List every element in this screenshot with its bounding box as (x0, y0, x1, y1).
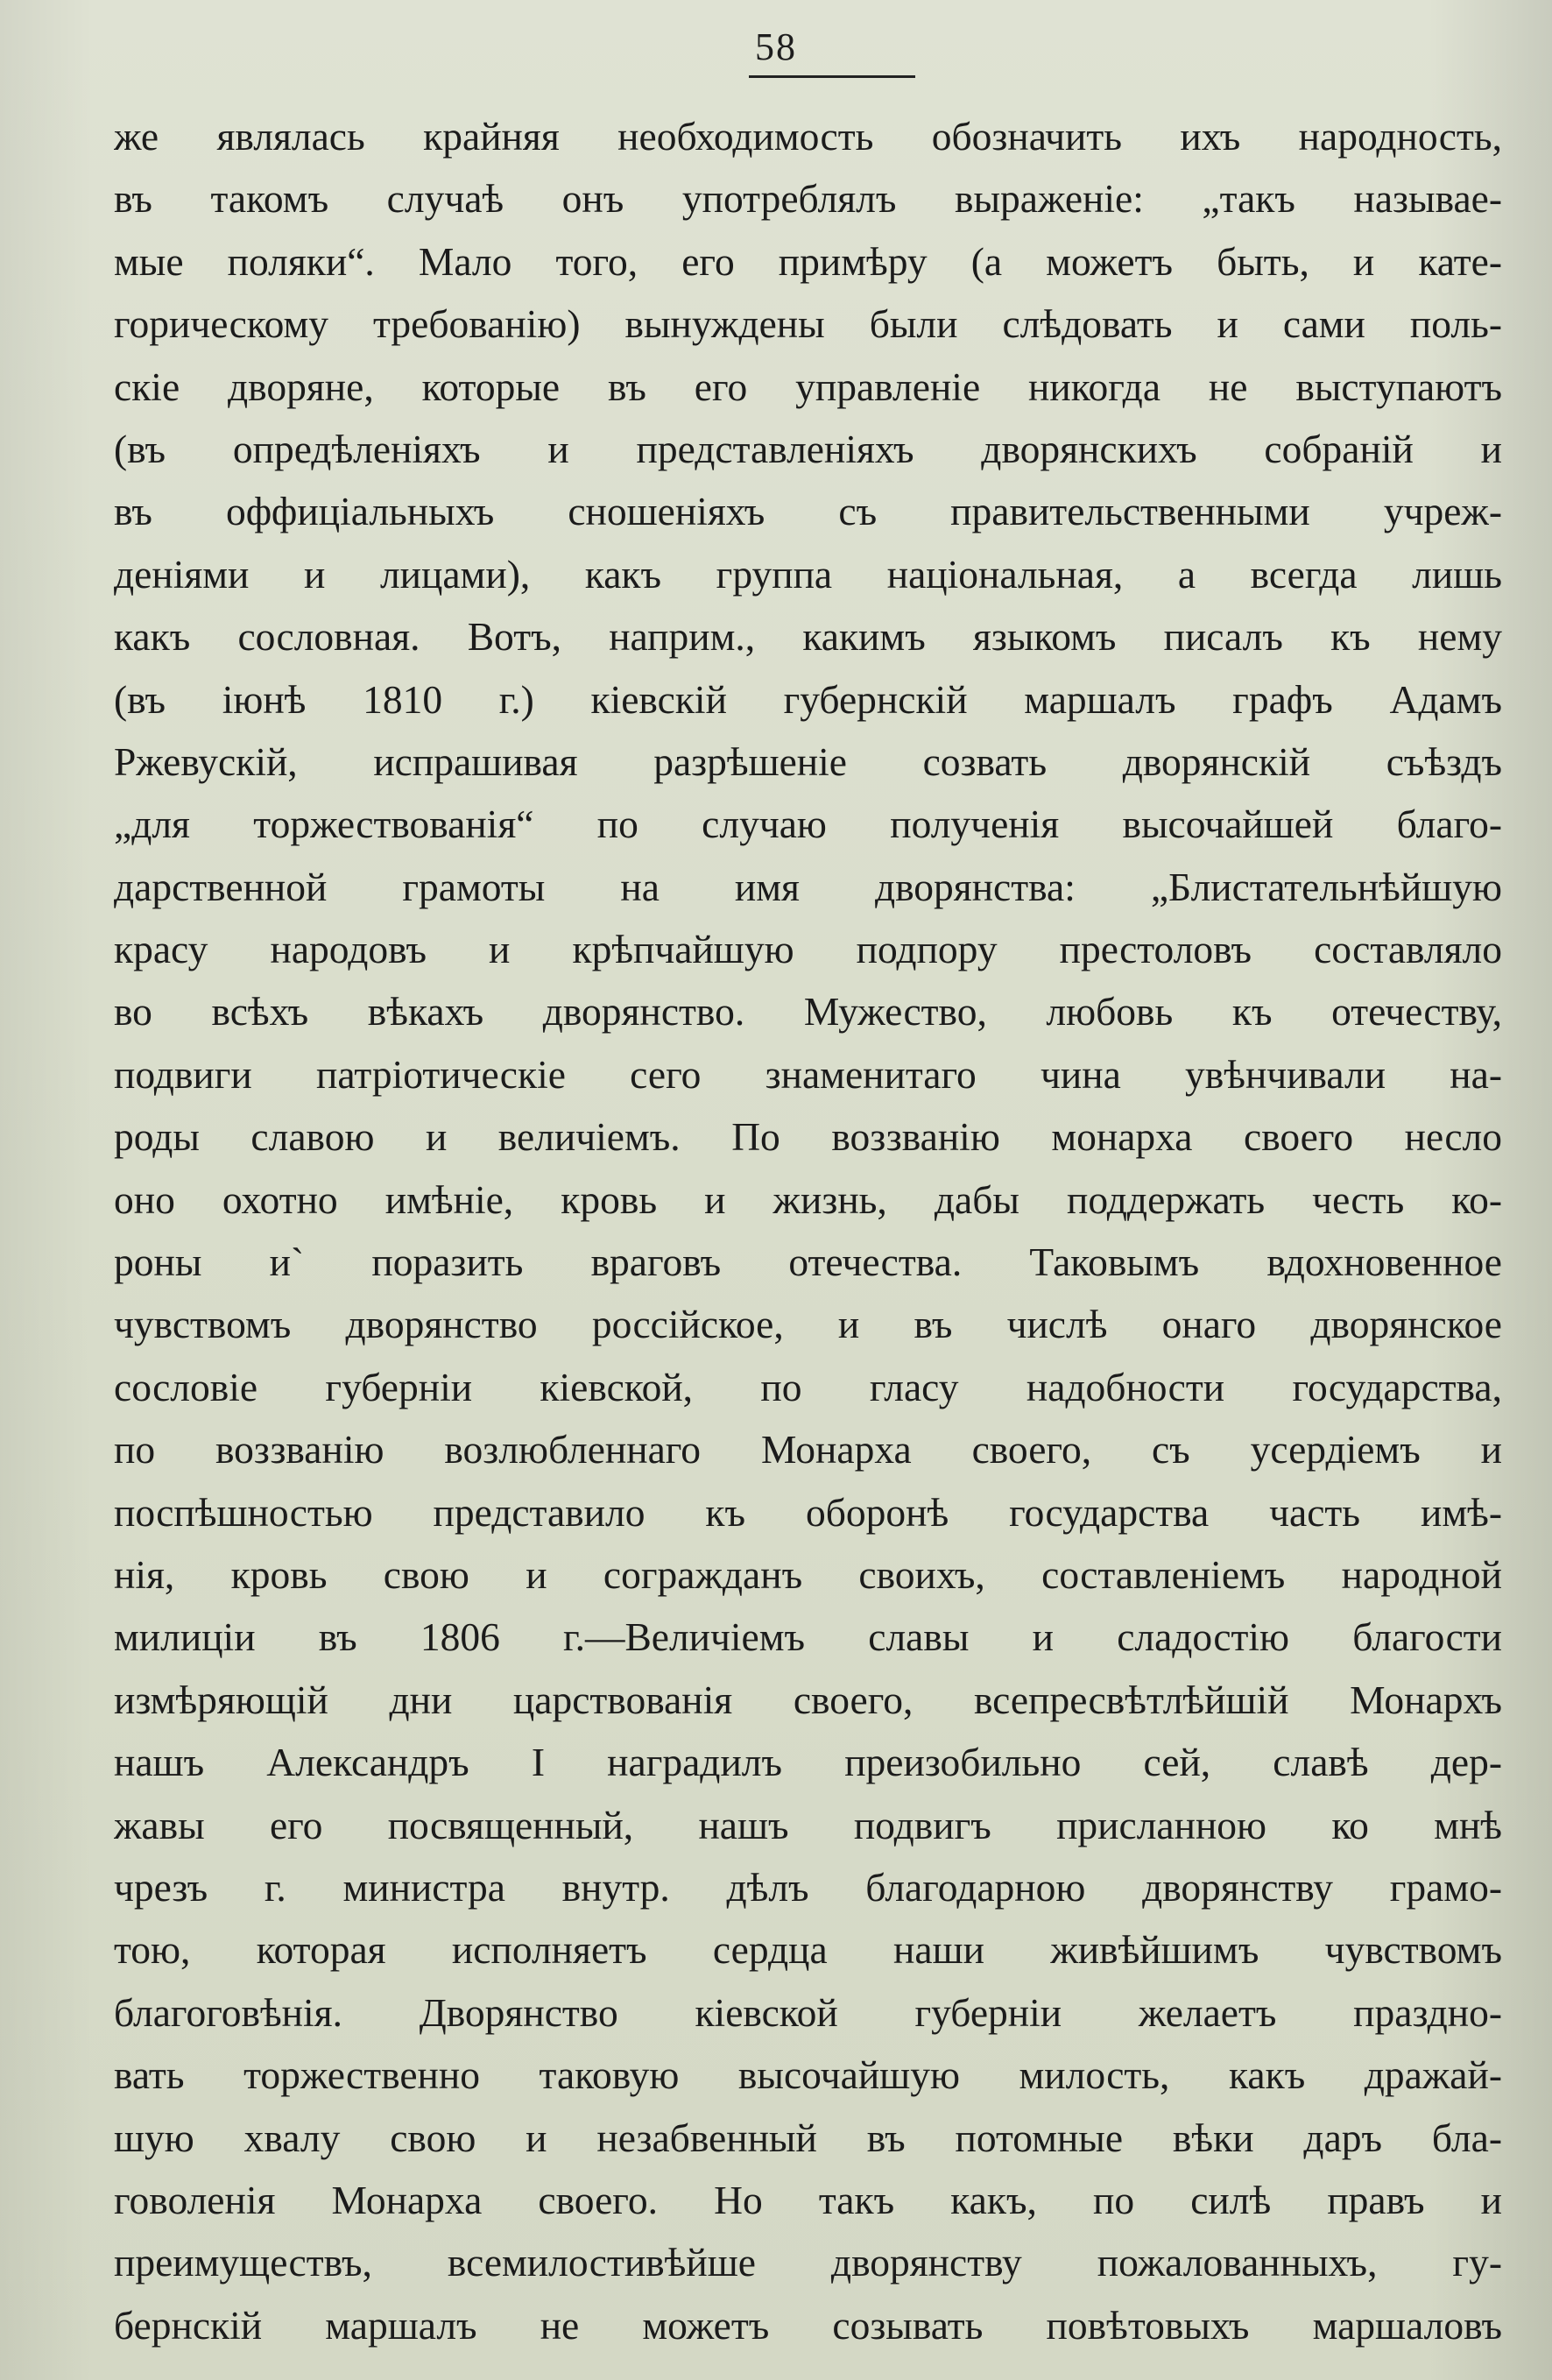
text-line: бернскій маршалъ не можетъ созывать повѣтовыхъ маршаловъ (114, 2302, 1502, 2348)
text-line: деніями и лицами), какъ группа національная, а всегда лишь (114, 551, 1502, 597)
page-header (0, 25, 1552, 69)
text-line: тою, которая исполняетъ сердца наши живѣйшимъ чувствомъ (114, 1927, 1502, 1973)
text-line: измѣряющій дни царствованія своего, всепресвѣтлѣйшій Монархъ (114, 1677, 1502, 1722)
text-line: во всѣхъ вѣкахъ дворянство. Мужество, любовь къ отечеству, (114, 989, 1502, 1035)
page-number-rule (749, 75, 915, 78)
text-line: по воззванію возлюбленнаго Монарха своего, съ усердіемъ и (114, 1427, 1502, 1472)
text-line: милиціи въ 1806 г.—Величіемъ славы и сладостію благости (114, 1614, 1502, 1660)
text-line: сословіе губерніи кіевской, по гласу надобности государства, (114, 1364, 1502, 1409)
text-line: поспѣшностью представило къ оборонѣ государства часть имѣ- (114, 1489, 1502, 1535)
text-line: подвиги патріотическіе сего знаменитаго чина увѣнчивали на- (114, 1051, 1502, 1097)
text-line: шую хвалу свою и незабвенный въ потомные вѣки даръ бла- (114, 2115, 1502, 2160)
text-line: оно охотно имѣніе, кровь и жизнь, дабы поддержать честь ко- (114, 1176, 1502, 1222)
text-line: горическому требованію) вынуждены были слѣдовать и сами поль- (114, 301, 1502, 347)
text-line: вать торжественно таковую высочайшую милость, какъ дражай- (114, 2052, 1502, 2098)
text-line: благоговѣнія. Дворянство кіевской губерніи желаетъ праздно- (114, 1989, 1502, 2035)
text-line: красу народовъ и крѣпчайшую подпору престоловъ составляло (114, 927, 1502, 972)
text-line: дарственной грамоты на имя дворянства: „Блистательнѣйшую (114, 864, 1502, 909)
text-line: нашъ Александръ I наградилъ преизобильно сей, славѣ дер- (114, 1740, 1502, 1785)
text-line: преимуществъ, всемилостивѣйше дворянству пожалованныхъ, гу- (114, 2240, 1502, 2285)
text-line: роды славою и величіемъ. По воззванію монарха своего несло (114, 1114, 1502, 1160)
text-line: жавы его посвященный, нашъ подвигъ присланною ко мнѣ (114, 1802, 1502, 1847)
text-line: чувствомъ дворянство россійское, и въ числѣ онаго дворянское (114, 1302, 1502, 1347)
body-text (114, 105, 1502, 2356)
text-line: Ржевускій, испрашивая разрѣшеніе созвать дворянскій съѣздъ (114, 738, 1502, 784)
text-line: „для торжествованія“ по случаю полученія высочайшей благо- (114, 802, 1502, 847)
text-line: говоленія Монарха своего. Но такъ какъ, по силѣ правъ и (114, 2177, 1502, 2222)
page-number: 58 (755, 25, 797, 68)
text-line: скіе дворяне, которые въ его управленіе никогда не выступаютъ (114, 364, 1502, 409)
text-line: въ оффиціальныхъ сношеніяхъ съ правительственными учреж- (114, 489, 1502, 534)
text-line: мые поляки“. Мало того, его примѣру (а можетъ быть, и кате- (114, 238, 1502, 284)
text-line: (въ іюнѣ 1810 г.) кіевскій губернскій маршалъ графъ Адамъ (114, 676, 1502, 722)
text-line: роны и` поразить враговъ отечества. Таковымъ вдохновенное (114, 1239, 1502, 1285)
text-line: (въ опредѣленіяхъ и представленіяхъ дворянскихъ собраній и (114, 426, 1502, 471)
text-line: въ такомъ случаѣ онъ употреблялъ выраженіе: „такъ называе- (114, 176, 1502, 222)
text-line: же являлась крайняя необходимость обозначить ихъ народность, (114, 114, 1502, 159)
text-line: какъ сословная. Вотъ, наприм., какимъ языкомъ писалъ къ нему (114, 614, 1502, 660)
text-line: чрезъ г. министра внутр. дѣлъ благодарною дворянству грамо- (114, 1864, 1502, 1910)
text-line: нія, кровь свою и согражданъ своихъ, составленіемъ народной (114, 1551, 1502, 1597)
